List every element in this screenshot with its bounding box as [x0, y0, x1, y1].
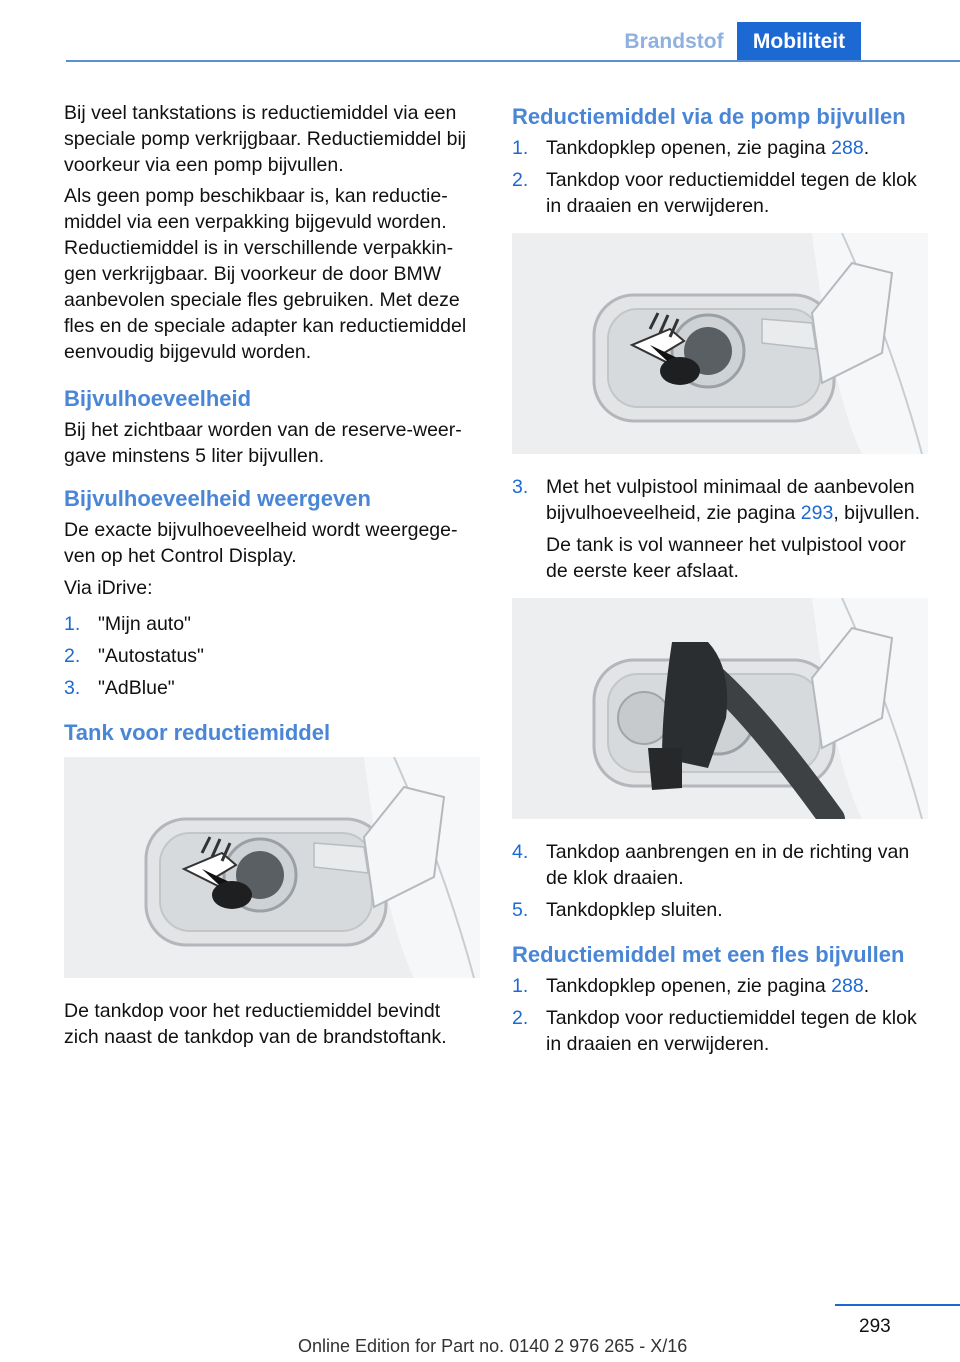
list-text: Tankdop voor reductiemiddel tegen de klok in draaien en verwijderen.	[546, 169, 917, 217]
list-number: 1.	[512, 137, 529, 159]
heading-bijvul-weergeven: Bijvulhoeveelheid weergeven	[64, 486, 371, 511]
header-rule	[66, 60, 960, 62]
page-link-288[interactable]: 288	[831, 975, 864, 997]
heading-via-pomp: Reductiemiddel via de pomp bijvullen	[512, 104, 906, 129]
list-item	[512, 1005, 928, 1057]
list-item	[512, 897, 928, 923]
page-number: 293	[859, 1316, 891, 1337]
list-item	[64, 675, 480, 701]
list-text: "Autostatus"	[98, 645, 204, 667]
list-number: 3.	[64, 677, 81, 699]
list-item	[64, 643, 480, 669]
pomp-steps-list-c	[512, 839, 928, 923]
intro-paragraph-2: Als geen pomp beschikbaar is, kan reductie-middel via een verpakking bijgevuld worden. Reductiemiddel is in verschillende verpakkin-gen verkrijgbaar. Bij voorkeur de door BMW aanbevolen speciale fles gebruiken. Met deze fles en de speciale adapter kan reductiemiddel eenvoudig bijgevuld worden.	[64, 185, 467, 363]
tank-paragraph: De tankdop voor het reductiemiddel bevindt zich naast de tankdop van de brandstoftank.	[64, 1000, 447, 1048]
list-text: "AdBlue"	[98, 677, 175, 699]
list-number: 2.	[512, 1007, 529, 1029]
bijvul-paragraph: Bij het zichtbaar worden van de reserve-weer-gave minstens 5 liter bijvullen.	[64, 419, 462, 467]
page-link-288[interactable]: 288	[831, 137, 864, 159]
list-number: 2.	[512, 169, 529, 191]
list-number: 1.	[512, 975, 529, 997]
list-number: 4.	[512, 841, 529, 863]
list-item	[512, 973, 928, 999]
page-link-293[interactable]: 293	[800, 502, 834, 524]
list-text-end: , bijvullen.	[833, 502, 921, 524]
via-idrive-label: Via iDrive:	[64, 577, 153, 599]
list-text: Tankdopklep openen, zie pagina	[546, 137, 832, 159]
list-subparagraph: De tank is vol wanneer het vulpistool voor de eerste keer afslaat.	[546, 534, 906, 582]
list-text-end: .	[863, 137, 870, 159]
list-text: Tankdop aanbrengen en in de richting van de klok draaien.	[546, 841, 910, 889]
weergeven-paragraph: De exacte bijvulhoeveelheid wordt weergege-ven op het Control Display.	[64, 519, 458, 567]
list-item	[512, 839, 928, 891]
idrive-steps-list	[64, 611, 480, 701]
list-text-end: .	[863, 975, 870, 997]
figure-tank-cap-remove	[512, 233, 928, 454]
footer-rule	[835, 1304, 960, 1306]
pomp-steps-list-b	[512, 474, 928, 584]
list-text: Tankdopklep sluiten.	[546, 899, 723, 921]
intro-paragraph-1: Bij veel tankstations is reductiemiddel via een speciale pomp verkrijgbaar. Reductiemiddel bij voorkeur via een pomp bijvullen.	[64, 102, 467, 176]
list-text: Tankdopklep openen, zie pagina	[546, 975, 832, 997]
figure-tank-cap-open	[64, 757, 480, 978]
list-number: 3.	[512, 476, 529, 498]
list-number: 2.	[64, 645, 81, 667]
edition-footer: Online Edition for Part no. 0140 2 976 265 - X/16	[298, 1336, 688, 1356]
pomp-steps-list-a	[512, 135, 928, 219]
list-number: 1.	[64, 613, 81, 635]
list-text: "Mijn auto"	[98, 613, 191, 635]
list-item	[64, 611, 480, 637]
tab-mobiliteit[interactable]: Mobiliteit	[737, 22, 861, 62]
list-item	[512, 167, 928, 219]
right-column	[512, 100, 928, 1067]
left-column	[64, 100, 480, 1059]
fles-steps-list	[512, 973, 928, 1057]
heading-tank-reductiemiddel: Tank voor reductiemiddel	[64, 720, 331, 745]
list-item	[512, 474, 928, 584]
list-item	[512, 135, 928, 161]
list-number: 5.	[512, 899, 529, 921]
heading-bijvulhoeveelheid: Bijvulhoeveelheid	[64, 386, 252, 411]
list-text: Met het vulpistool minimaal de aanbevolen bijvulhoeveelheid, zie pagina	[546, 476, 915, 524]
list-text: Tankdop voor reductiemiddel tegen de klok in draaien en verwijderen.	[546, 1007, 917, 1055]
figure-nozzle-filling	[512, 598, 928, 819]
tab-brandstof[interactable]: Brandstof	[624, 30, 724, 53]
heading-met-fles: Reductiemiddel met een fles bijvullen	[512, 942, 905, 967]
